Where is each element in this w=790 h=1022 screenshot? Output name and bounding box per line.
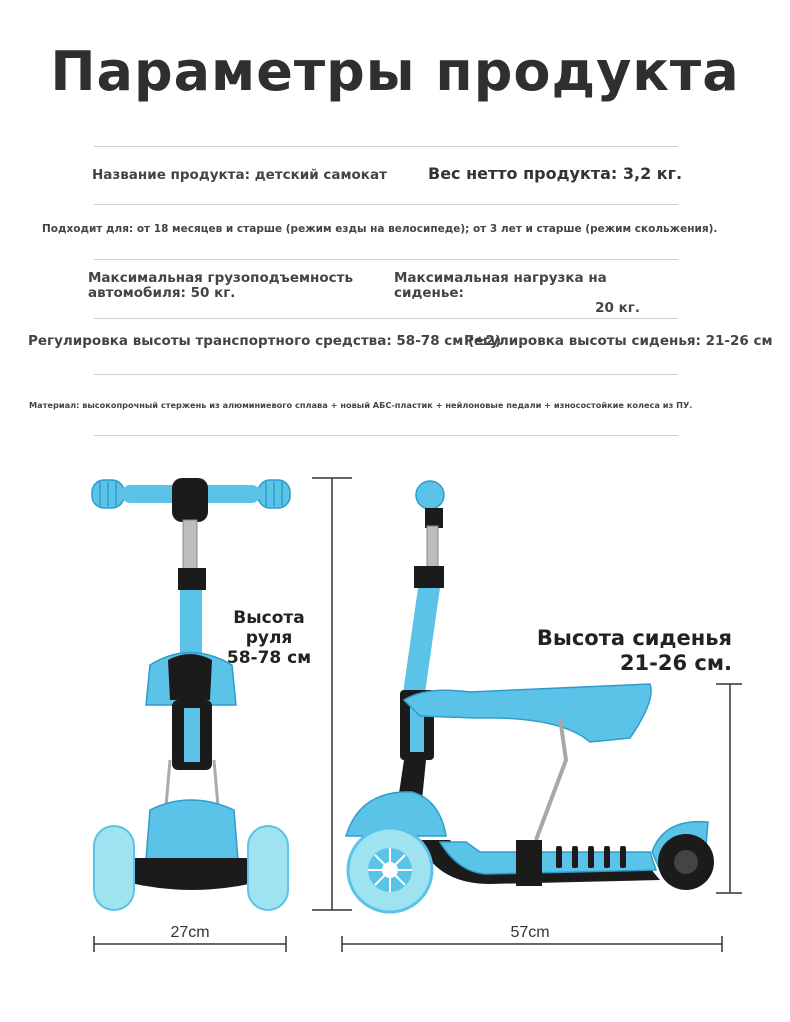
spec-max-load-vehicle-line1: Максимальная грузоподъемность	[88, 270, 353, 286]
seat-height-label-line1: Высота сиденья	[536, 626, 732, 650]
spec-max-load-seat-line1: Максимальная нагрузка на сиденье:	[394, 270, 607, 301]
page-title: Параметры продукта	[50, 40, 740, 103]
scooter-side-view	[346, 481, 714, 912]
seat-height-label-line2: 21-26 см.	[619, 651, 732, 675]
side-length-label: 57cm	[510, 924, 550, 941]
spec-vehicle-height: Регулировка высоты транспортного средства: 58-78 см (±2)	[28, 333, 502, 349]
handle-height-label-line2: 58-78 см	[226, 648, 312, 668]
spec-product-name: Название продукта: детский самокат	[92, 167, 387, 183]
spec-net-weight: Вес нетто продукта: 3,2 кг.	[428, 164, 683, 183]
spec-material: Материал: высокопрочный стержень из алюминиевого сплава + новый АБС-пластик + нейлоновые педали + износостойкие колеса из ПУ.	[29, 400, 693, 410]
seat-height-label	[520, 626, 732, 676]
spec-suitable-for: Подходит для: от 18 месяцев и старше (режим езды на велосипеде); от 3 лет и старше (режим скольжения).	[42, 223, 718, 235]
handle-height-label-line1: Высота руля	[233, 608, 305, 648]
handle-height-label	[208, 608, 330, 668]
front-width-label: 27cm	[170, 924, 210, 941]
scooter-front-view	[92, 478, 290, 910]
spec-seat-height: Регулировка высоты сиденья: 21-26 см	[464, 333, 773, 349]
spec-max-load-vehicle-line2: автомобиля: 50 кг.	[88, 285, 236, 301]
spec-max-load-seat-line2: 20 кг.	[595, 300, 640, 316]
